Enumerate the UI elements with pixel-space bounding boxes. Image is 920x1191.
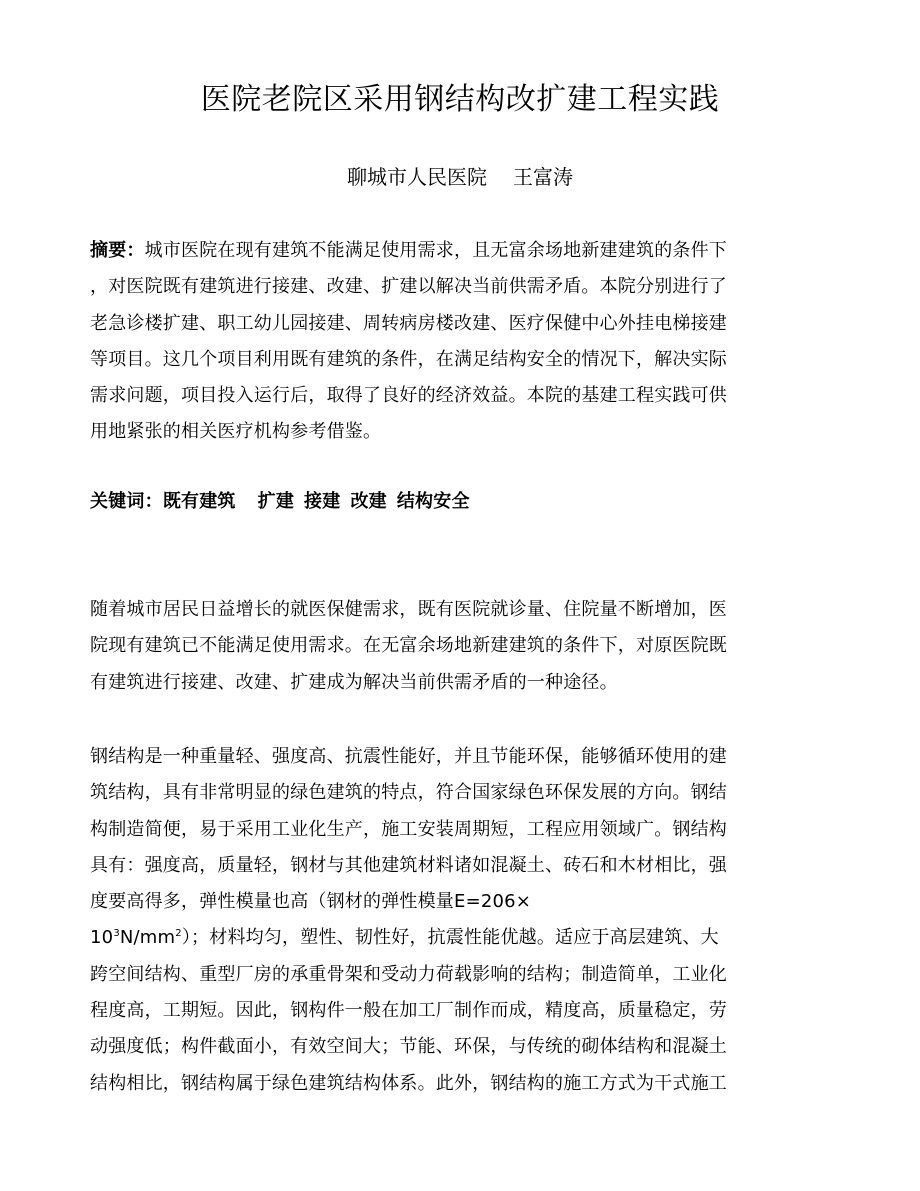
abstract-paragraph <box>90 233 830 451</box>
keywords-label: 关键词： <box>90 491 163 512</box>
steel-paragraph <box>90 739 830 1102</box>
body-line: 度要高得多，弹性模量也高（钢材的弹性模量E=206× <box>90 891 532 913</box>
abstract-line: 需求问题，项目投入运行后，取得了良好的经济效益。本院的基建工程实践可供 <box>90 385 727 407</box>
keyword: 扩建 <box>257 491 295 512</box>
abstract-line: ，对医院既有建筑进行接建、改建、扩建以解决当前供需矛盾。本院分别进行了 <box>90 276 727 298</box>
body-line: 结构相比，钢结构属于绿色建筑结构体系。此外，钢结构的施工方式为干式施工 <box>90 1072 727 1094</box>
keywords-paragraph <box>90 484 830 520</box>
body-line: 具有：强度高，质量轻，钢材与其他建筑材料诸如混凝土、砖石和木材相比，强 <box>90 854 727 876</box>
body-line: 院现有建筑已不能满足使用需求。在无富余场地新建建筑的条件下，对原医院既 <box>90 635 727 657</box>
keyword: 既有建筑 <box>162 491 236 512</box>
body-line: 钢结构是一种重量轻、强度高、抗震性能好，并且节能环保，能够循环使用的建 <box>90 746 727 767</box>
abstract-line: 摘要：城市医院在现有建筑不能满足使用需求，且无富余场地新建建筑的条件下 <box>90 240 728 261</box>
keyword: 改建 <box>350 491 387 512</box>
abstract-line: 用地紧张的相关医疗机构参考借鉴。 <box>90 421 382 443</box>
abstract-label: 摘要： <box>90 240 145 261</box>
abstract-line: 等项目。这几个项目利用既有建筑的条件，在满足结构安全的情况下，解决实际 <box>90 348 727 370</box>
body-line: 筑结构，具有非常明显的绿色建筑的特点，符合国家绿色环保发展的方向。钢结 <box>90 782 727 804</box>
body-line: 动强度低；构件截面小，有效空间大；节能、环保，与传统的砌体结构和混凝土 <box>90 1036 727 1058</box>
author-organization: 聊城市人民医院 <box>347 165 487 189</box>
body-line: 构制造简便，易于采用工业化生产，施工安装周期短，工程应用领域广。钢结构 <box>90 818 727 840</box>
paper-title: 医院老院区采用钢结构改扩建工程实践 <box>200 82 720 117</box>
modulus-line: $10^3N/mm^2$）；材料均匀，塑性、韧性好，抗震性能优越。适应于高层建筑、大 <box>90 927 719 949</box>
body-line: 跨空间结构、重型厂房的承重骨架和受动力荷载影响的结构；制造简单，工业化 <box>90 963 727 985</box>
abstract-line: 老急诊楼扩建、职工幼儿园接建、周转病房楼改建、医疗保健中心外挂电梯接建 <box>90 312 727 334</box>
intro-paragraph <box>90 592 830 701</box>
keyword: 接建 <box>304 491 341 512</box>
author-name: 王富涛 <box>513 165 573 189</box>
body-line: 程度高，工期短。因此，钢构件一般在加工厂制作而成，精度高，质量稳定，劳 <box>90 1000 727 1022</box>
keyword: 结构安全 <box>396 491 470 512</box>
author-byline <box>0 160 920 194</box>
body-line: 有建筑进行接建、改建、扩建成为解决当前供需矛盾的一种途径。 <box>90 671 618 693</box>
body-line: 随着城市居民日益增长的就医保健需求，既有医院就诊量、住院量不断增加，医 <box>90 599 727 620</box>
